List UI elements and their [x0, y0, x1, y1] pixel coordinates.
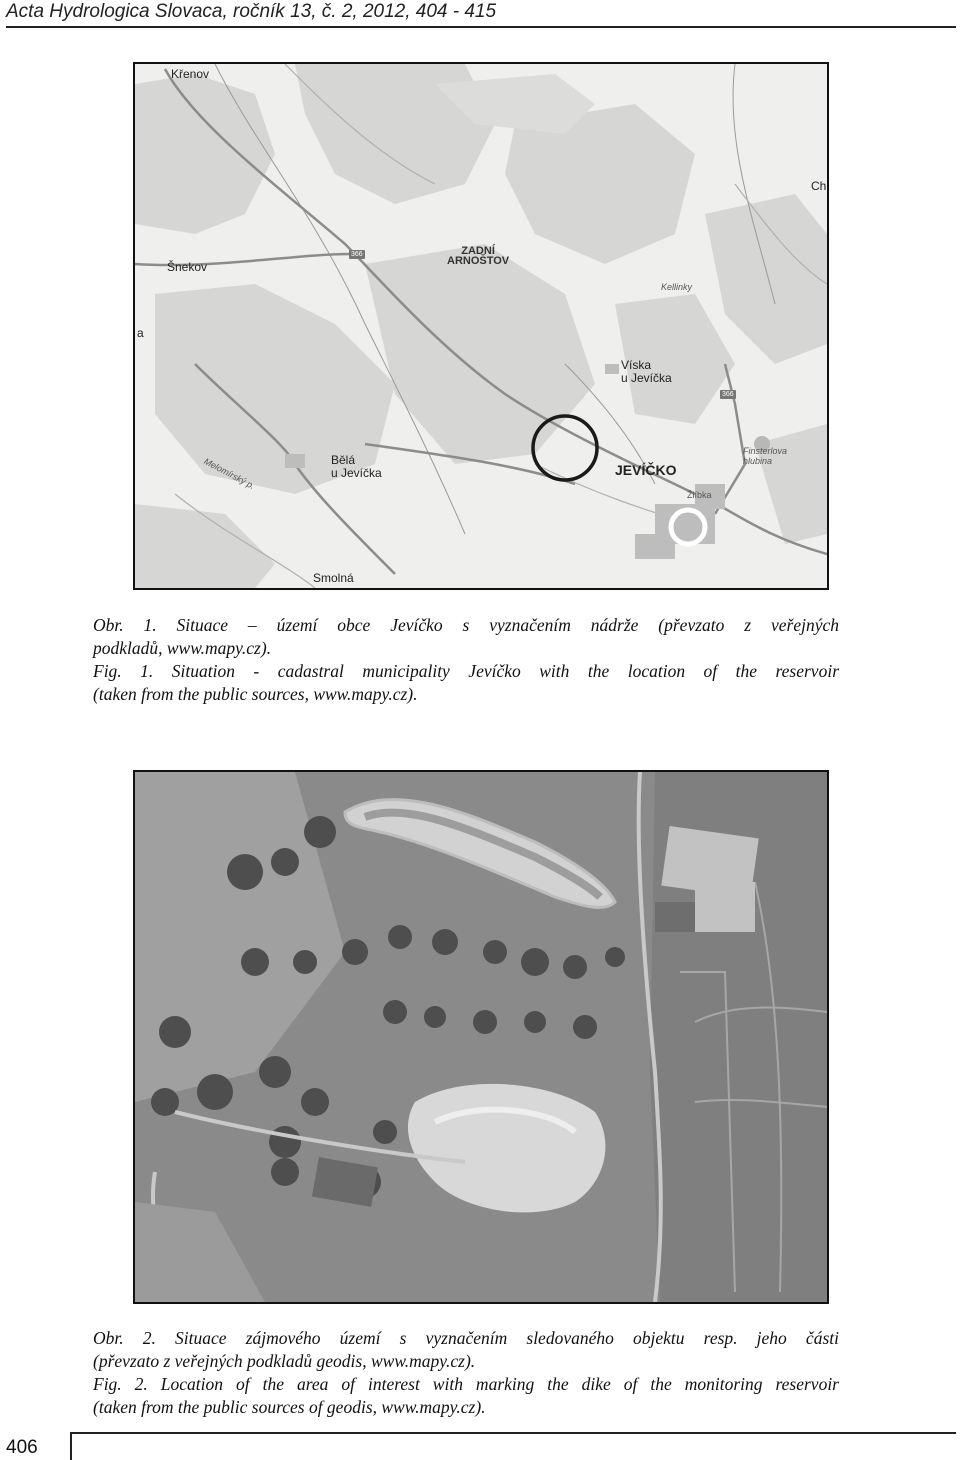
- caption-cz-line: Obr. 2. Situace zájmového území s vyznačením sledovaného objektu resp. jeho části: [93, 1328, 839, 1348]
- map-graphic: [135, 64, 827, 588]
- figure-2-aerial-photo: [133, 770, 829, 1304]
- label-kellinky: Kellinky: [661, 282, 693, 292]
- figure-2-caption: [93, 1327, 839, 1419]
- figure-1-map: [133, 62, 829, 590]
- label-zlibka: Žlíbka: [687, 490, 712, 500]
- label-bela: Bělá u Jevíčka: [331, 453, 382, 480]
- running-header: Acta Hydrologica Slovaca, ročník 13, č. 2, 2012, 404 - 415: [6, 0, 956, 28]
- caption-cz-line: Obr. 1. Situace – území obce Jevíčko s vyznačením nádrže (převzato z veřejných: [93, 615, 839, 635]
- figure-1-caption: [93, 614, 839, 706]
- label-smolna: Smolná: [313, 571, 354, 585]
- page-number: 406: [6, 1437, 38, 1458]
- road-number-badge: 366: [722, 391, 734, 398]
- aerial-photo-graphic: [135, 772, 827, 1302]
- caption-en-line: Fig. 1. Situation - cadastral municipality Jevíčko with the location of the reservoir: [93, 661, 839, 681]
- footer-rule-tick: [70, 1432, 72, 1460]
- label-melomirsky: Melomírský p.: [202, 456, 257, 492]
- label-viska: Víska u Jevíčka: [621, 358, 672, 385]
- road-number-badge: 366: [351, 251, 363, 258]
- label-a-edge: a: [137, 326, 144, 340]
- label-ch: Ch: [811, 179, 827, 193]
- footer-rule: [70, 1432, 956, 1434]
- label-snekov: Šnekov: [167, 260, 208, 274]
- label-krenov: Křenov: [171, 67, 210, 81]
- caption-cz-line: podkladů, www.mapy.cz).: [93, 638, 272, 658]
- caption-en-line: (taken from the public sources of geodis, www.mapy.cz).: [93, 1397, 486, 1417]
- label-jevicko: JEVÍČKO: [615, 462, 677, 478]
- caption-cz-line: (převzato z veřejných podkladů geodis, www.mapy.cz).: [93, 1351, 476, 1371]
- label-zadni-arnostov: ZADNÍ ARNOŠTOV: [447, 245, 510, 267]
- label-finsterlova: Finsterlova hlubina: [743, 446, 788, 466]
- caption-en-line: Fig. 2. Location of the area of interest with marking the dike of the monitoring reservoir: [93, 1374, 839, 1394]
- caption-en-line: (taken from the public sources, www.mapy.cz).: [93, 684, 418, 704]
